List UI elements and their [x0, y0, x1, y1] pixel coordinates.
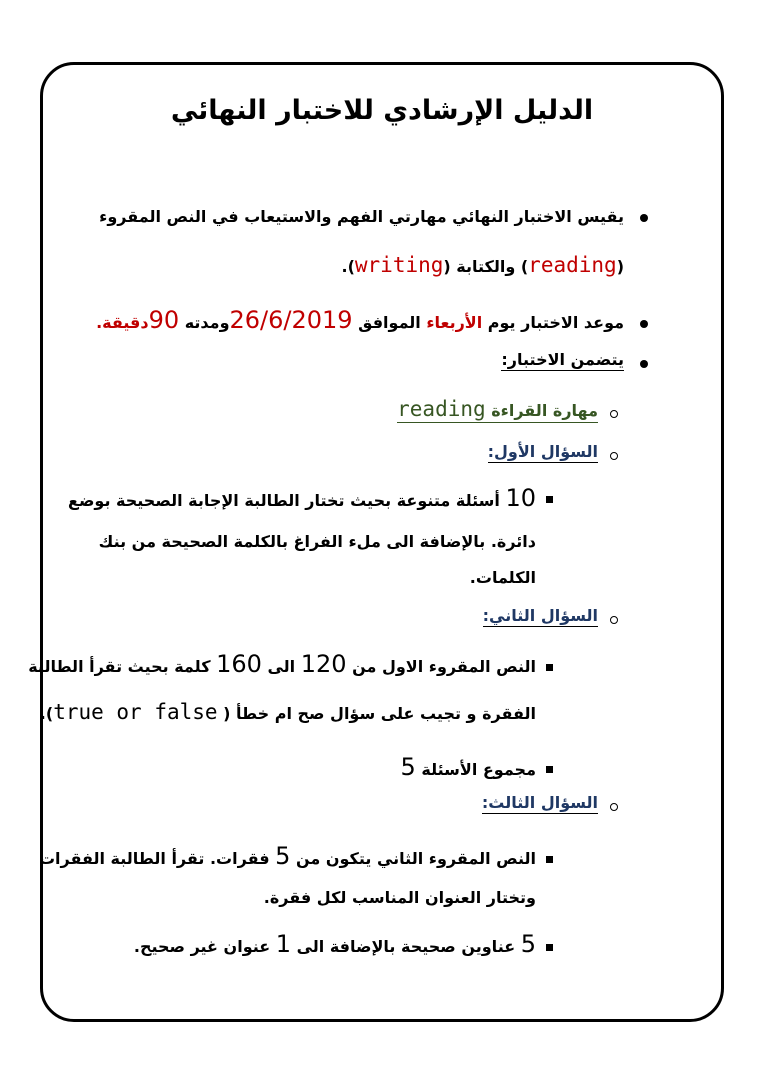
question-2-heading: السؤال الثاني: [482, 606, 598, 625]
circle-bullet [610, 452, 618, 460]
question-1-desc-line3: الكلمات. [469, 568, 536, 587]
test-day: الأربعاء [426, 313, 483, 332]
question-3-desc-line2: وتختار العنوان المناسب لكل فقرة. [263, 888, 536, 907]
question-1-desc: 10 أسئلة متنوعة بحيث تختار الطالبة الإجابة الصحيحة بوضع [68, 484, 536, 512]
square-bullet [546, 944, 553, 951]
question-2-total: مجموع الأسئلة 5 [400, 753, 536, 781]
bullet-test-scope-line2: (reading) والكتابة (writing). [341, 253, 624, 277]
writing-word: writing [354, 253, 444, 277]
circle-bullet [610, 803, 618, 811]
question-2-desc-line2: الفقرة و تجيب على سؤال صح ام خطأ ( true or false). [39, 700, 536, 724]
question-2-desc: النص المقروء الاول من 120 الى 160 كلمة بحيث تقرأ الطالبة [28, 650, 536, 678]
square-bullet [546, 664, 553, 671]
square-bullet [546, 856, 553, 863]
bullet-dot [640, 320, 648, 328]
bullet-test-includes: يتضمن الاختبار: [501, 350, 624, 369]
test-duration: 90 [148, 306, 180, 334]
bullet-test-scope: يقيس الاختبار النهائي مهارتي الفهم والاستيعاب في النص المقروء [99, 207, 624, 226]
square-bullet [546, 766, 553, 773]
question-3-desc: النص المقروء الثاني يتكون من 5 فقرات. تقرأ الطالبة الفقرات [38, 842, 536, 870]
circle-bullet [610, 616, 618, 624]
test-date: 26/6/2019 [229, 306, 353, 334]
page-title: الدليل الإرشادي للاختبار النهائي [170, 95, 594, 126]
square-bullet [546, 496, 553, 503]
bullet-dot [640, 360, 648, 368]
bullet-dot [640, 214, 648, 222]
reading-word: reading [528, 253, 617, 277]
circle-bullet [610, 410, 618, 418]
question-1-heading: السؤال الأول: [487, 442, 598, 461]
question-3-heading: السؤال الثالث: [481, 793, 598, 812]
question-1-desc-line2: دائرة. بالإضافة الى ملء الفراغ بالكلمة الصحيحة من بنك [98, 532, 536, 551]
question-3-titles: 5 عناوين صحيحة بالإضافة الى 1 عنوان غير صحيح. [133, 930, 536, 958]
reading-skill: مهارة القراءة reading [397, 397, 598, 421]
bullet-test-date: موعد الاختبار يوم الأربعاء الموافق 26/6/2019ومدته 90دقيقة. [96, 306, 624, 334]
